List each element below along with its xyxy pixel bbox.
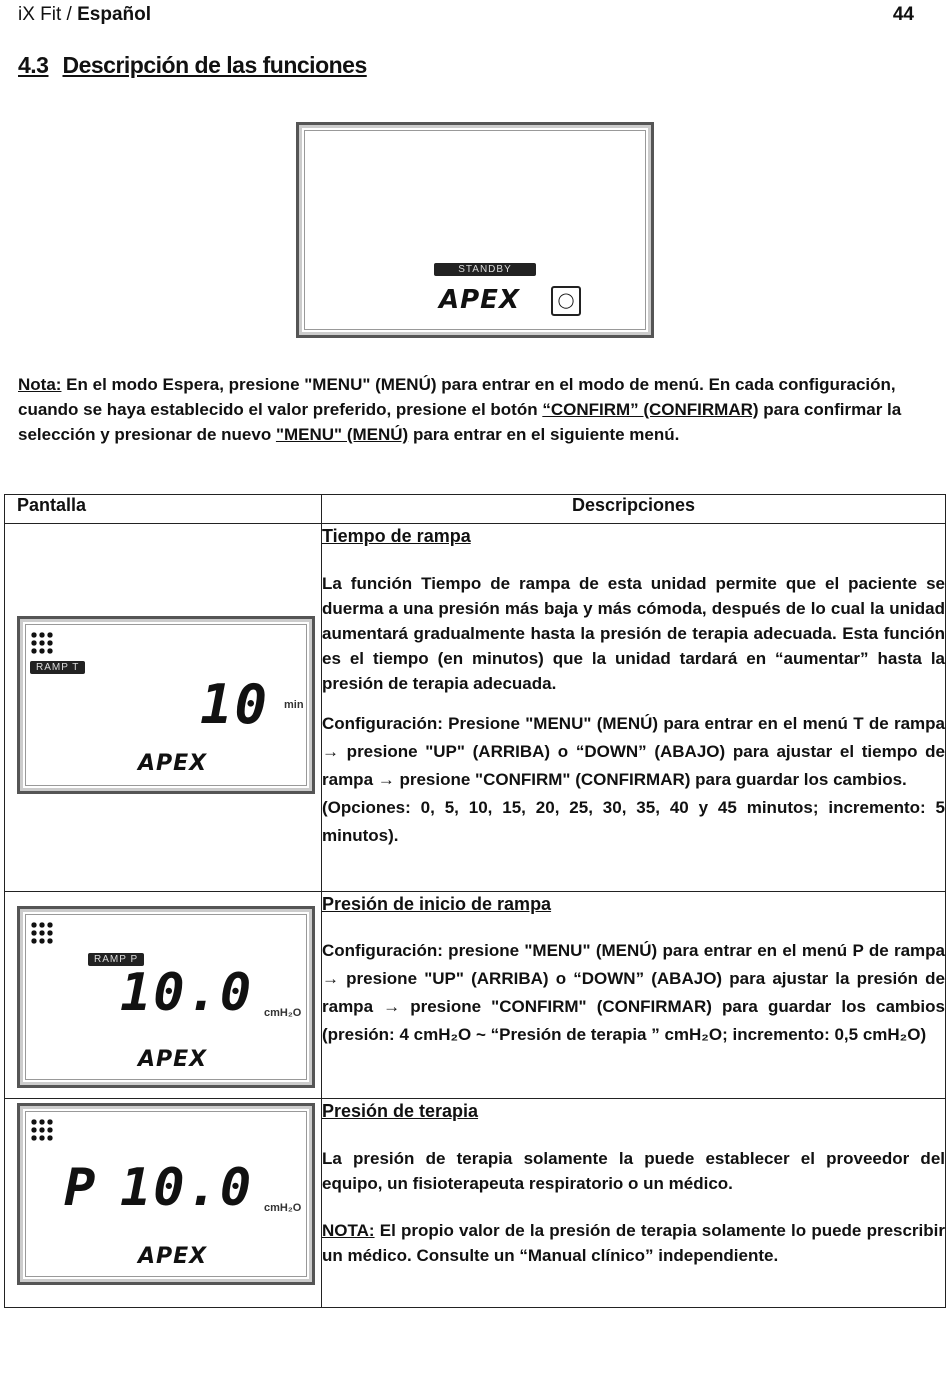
therapy-pressure-description xyxy=(322,1099,946,1308)
note-confirm: “CONFIRM” (CONFIRMAR) xyxy=(542,400,759,419)
header-language: Español xyxy=(77,4,152,25)
therapy-note-label: NOTA: xyxy=(322,1221,375,1240)
ramp-time-config: Configuración: Presione "MENU" (MENÚ) para entrar en el menú T de rampa → presione "UP" (ARRIBA) o “DOWN” (ABAJO) para ajustar el tiempo de rampa → presione "CONFIRM" (CONFIRMAR) para guardar los cambios. xyxy=(322,714,945,789)
ramp-p-badge: RAMP P xyxy=(88,953,144,966)
ramp-pressure-value: 10.0 xyxy=(120,963,254,1023)
col-header-screen: Pantalla xyxy=(5,495,322,524)
apex-logo: APEX xyxy=(439,285,520,315)
section-title xyxy=(18,52,381,79)
therapy-pressure-unit: cmH₂O xyxy=(264,1202,302,1214)
ramp-pressure-unit: cmH₂O xyxy=(264,1007,302,1019)
ramp-pressure-config: Configuración: presione "MENU" (MENÚ) para entrar en el menú P de rampa → presione "UP" (ARRIBA) o “DOWN” (ABAJO) para ajustar la presión de rampa → presione "CONFIRM" (CONFIRMAR) para guardar los cambios (presión: 4 cmH₂O ~ “Presión de terapia ” cmH₂O; incremento: 0,5 cmH₂O) xyxy=(322,941,945,1044)
humidifier-icon: ◯ xyxy=(551,286,581,316)
screen-cell xyxy=(5,892,322,1099)
menu-grid-icon xyxy=(30,631,54,655)
section-number: 4.3 xyxy=(18,52,49,78)
therapy-note-text: El propio valor de la presión de terapia solamente lo puede prescribir un médico. Consulte un “Manual clínico” independiente. xyxy=(322,1221,945,1265)
standby-badge: STANDBY xyxy=(434,263,536,276)
header-product: iX Fit / Español xyxy=(18,4,152,25)
ramp-time-body: La función Tiempo de rampa de esta unidad permite que el paciente se duerma a una presión más baja y más cómoda, después de lo cual la unidad aumentará gradualmente hasta la presión de terapia adecuada. Esta función es el tiempo (en minutos) que la unidad tardará en “aumentar” hasta la presión de terapia adecuada. xyxy=(322,574,945,693)
ramp-pressure-description xyxy=(322,892,946,1099)
functions-table xyxy=(4,494,946,1308)
therapy-pressure-value: 10.0 xyxy=(120,1158,254,1218)
therapy-pressure-prefix: P xyxy=(64,1158,98,1218)
note-text: para confirmar la selección y presionar de nuevo xyxy=(18,400,902,444)
ramp-time-title: Tiempo de rampa xyxy=(322,526,471,546)
note-menu: "MENU" (MENÚ) xyxy=(275,425,409,444)
apex-logo: APEX xyxy=(138,1244,208,1269)
menu-grid-icon xyxy=(30,921,54,945)
page-number: 44 xyxy=(892,4,914,25)
note-label: Nota: xyxy=(18,375,62,394)
ramp-pressure-lcd xyxy=(17,906,315,1088)
apex-logo: APEX xyxy=(138,1047,208,1072)
screen-cell xyxy=(5,524,322,892)
ramp-time-description xyxy=(322,524,946,892)
note-text: para entrar en el siguiente menú. xyxy=(408,425,680,444)
note-text: En el modo Espera, presione "MENU" (MENÚ) para entrar en el modo de menú. En cada configuración, cuando se haya establecido el valor preferido, presione el botón xyxy=(18,375,896,419)
ramp-pressure-title: Presión de inicio de rampa xyxy=(322,894,552,914)
standby-lcd-image xyxy=(296,122,654,338)
therapy-pressure-body: La presión de terapia solamente la puede establecer el proveedor del equipo, un fisioterapeuta respiratorio o un médico. xyxy=(322,1149,945,1193)
menu-grid-icon xyxy=(30,1118,54,1142)
ramp-t-badge: RAMP T xyxy=(30,661,85,674)
therapy-pressure-title: Presión de terapia xyxy=(322,1101,479,1121)
ramp-time-value: 10 xyxy=(200,673,270,736)
ramp-time-lcd xyxy=(17,616,315,794)
therapy-pressure-lcd xyxy=(17,1103,315,1285)
screen-cell xyxy=(5,1099,322,1308)
ramp-time-options: (Opciones: 0, 5, 10, 15, 20, 25, 30, 35, 40 y 45 minutos; incremento: 5 minutos). xyxy=(322,798,945,845)
apex-logo: APEX xyxy=(138,751,208,776)
col-header-descriptions: Descripciones xyxy=(322,495,946,524)
section-title-text: Descripción de las funciones xyxy=(62,52,367,78)
note-paragraph xyxy=(18,372,918,447)
ramp-time-unit: min xyxy=(284,699,304,711)
